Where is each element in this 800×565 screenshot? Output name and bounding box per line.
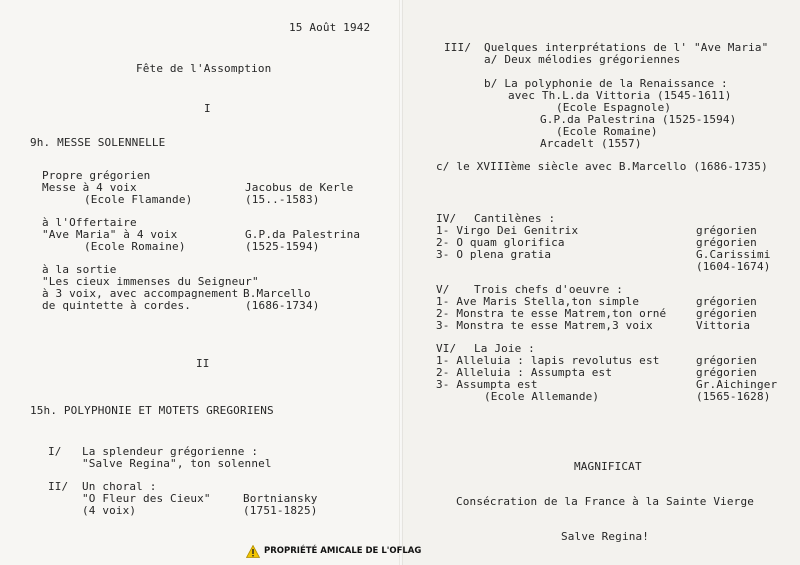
composer-dates: (1604-1674) (696, 260, 771, 273)
program-line: Arcadelt (1557) (540, 137, 642, 150)
composer: Bortniansky (243, 492, 318, 505)
program-line: (4 voix) (82, 504, 137, 517)
program-line: Quelques interprétations de l' "Ave Maria" (484, 41, 769, 54)
composer-dates: (1751-1825) (243, 504, 318, 517)
program-line: (Ecole Romaine) (84, 240, 186, 253)
composer: grégorien (696, 354, 757, 367)
program-line: (Ecole Espagnole) (556, 101, 672, 114)
program-line: 3- Monstra te esse Matrem,3 voix (436, 319, 653, 332)
watermark-stamp (246, 544, 421, 558)
program-line: (Ecole Flamande) (84, 193, 193, 206)
program-line: "Les cieux immenses du Seigneur" (42, 275, 259, 288)
warning-icon (246, 545, 260, 558)
composer: G.P.da Palestrina (245, 228, 361, 241)
composer: Vittoria (696, 319, 751, 332)
composer: grégorien (696, 224, 757, 237)
magnificat: MAGNIFICAT (574, 460, 642, 473)
program-line: "Ave Maria" à 4 voix (42, 228, 178, 241)
composer: B.Marcello (243, 287, 311, 300)
program-line: 3- Assumpta est (436, 378, 538, 391)
part-one-title: 9h. MESSE SOLENNELLE (30, 136, 166, 149)
composer-dates: (1565-1628) (696, 390, 771, 403)
program-line: 2- Alleluia : Assumpta est (436, 366, 613, 379)
program-line: Messe à 4 voix (42, 181, 137, 194)
program-line: 1- Virgo Dei Genitrix (436, 224, 579, 237)
section-number: IV/ (436, 212, 457, 225)
program-line: à 3 voix, avec accompagnement (42, 287, 239, 300)
composer-dates: (1525-1594) (245, 240, 320, 253)
program-line: avec Th.L.da Vittoria (1545-1611) (508, 89, 732, 102)
program-line: à la sortie (42, 263, 117, 276)
program-line: La Joie : (474, 342, 535, 355)
composer: Jacobus de Kerle (245, 181, 354, 194)
composer-dates: (15..-1583) (245, 193, 320, 206)
program-line: Un choral : (82, 480, 157, 493)
program-line: Cantilènes : (474, 212, 556, 225)
program-line: b/ La polyphonie de la Renaissance : (484, 77, 728, 90)
composer: grégorien (696, 366, 757, 379)
composer-dates: (1686-1734) (245, 299, 320, 312)
section-number: I/ (48, 445, 62, 458)
program-line: Propre grégorien (42, 169, 151, 182)
program-line: 2- O quam glorifica (436, 236, 565, 249)
composer: grégorien (696, 236, 757, 249)
composer: Gr.Aichinger (696, 378, 778, 391)
date: 15 Août 1942 (289, 21, 371, 34)
salve-regina: Salve Regina! (561, 530, 650, 543)
part-two-numeral: II (196, 357, 210, 370)
part-one-numeral: I (204, 102, 211, 115)
program-line: 1- Alleluia : lapis revolutus est (436, 354, 660, 367)
program-line: G.P.da Palestrina (1525-1594) (540, 113, 737, 126)
heading: Fête de l'Assomption (136, 62, 272, 75)
program-line: Trois chefs d'oeuvre : (474, 283, 623, 296)
program-line: "O Fleur des Cieux" (82, 492, 211, 505)
composer: G.Carissimi (696, 248, 771, 261)
program-line: (Ecole Allemande) (484, 390, 600, 403)
composer: grégorien (696, 307, 757, 320)
consecration: Consécration de la France à la Sainte Vierge (456, 495, 754, 508)
section-number: II/ (48, 480, 69, 493)
program-line: 2- Monstra te esse Matrem,ton orné (436, 307, 667, 320)
program-line: à l'Offertaire (42, 216, 137, 229)
composer: grégorien (696, 295, 757, 308)
section-number: V/ (436, 283, 450, 296)
page-fold (399, 0, 403, 565)
program-line: 3- O plena gratia (436, 248, 552, 261)
program-line: "Salve Regina", ton solennel (82, 457, 272, 470)
section-number: III/ (444, 41, 472, 54)
program-line: (Ecole Romaine) (556, 125, 658, 138)
section-number: VI/ (436, 342, 457, 355)
program-line: La splendeur grégorienne : (82, 445, 259, 458)
part-two-title: 15h. POLYPHONIE ET MOTETS GREGORIENS (30, 404, 274, 417)
program-line: de quintette à cordes. (42, 299, 191, 312)
watermark-text: PROPRIÉTÉ AMICALE DE L'OFLAG (264, 546, 422, 556)
program-line: a/ Deux mélodies grégoriennes (484, 53, 681, 66)
program-line: c/ le XVIIIème siècle avec B.Marcello (1686-1735) (436, 160, 768, 173)
program-line: 1- Ave Maris Stella,ton simple (436, 295, 640, 308)
